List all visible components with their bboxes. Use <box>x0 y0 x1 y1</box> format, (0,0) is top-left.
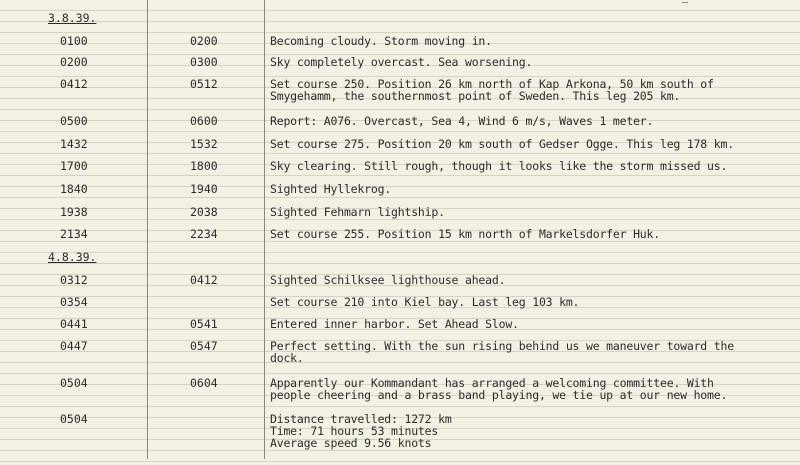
time-col-2: 2234 <box>190 227 218 241</box>
time-col-2: 1532 <box>190 137 218 151</box>
time-col-2: 0200 <box>190 34 218 48</box>
time-col-2: 0547 <box>190 339 218 353</box>
time-col-2: 1940 <box>190 182 218 196</box>
time-col-2: 1800 <box>190 159 218 173</box>
time-col-1: 0100 <box>60 34 88 48</box>
time-col-1: 0441 <box>60 317 88 331</box>
entry-text: Set course 255. Position 15 km north of Markelsdorfer Huk. <box>270 227 660 241</box>
entry-text: Entered inner harbor. Set Ahead Slow. <box>270 317 519 331</box>
time-col-1: 0504 <box>60 412 88 426</box>
time-col-1: 0354 <box>60 295 88 309</box>
time-col-1: 1840 <box>60 182 88 196</box>
time-col-2: 0541 <box>190 317 218 331</box>
time-col-1: 0447 <box>60 339 88 353</box>
entry-text: Perfect setting. With the sun rising behind us we maneuver toward the dock. <box>270 339 734 365</box>
entry-text: Set course 250. Position 26 km north of Kap Arkona, 50 km south of Smygehamm, the southernmost point of Sweden. This leg 205 km. <box>270 77 714 103</box>
page-corner-mark <box>682 0 688 3</box>
entry-text: Distance travelled: 1272 km Time: 71 hours 53 minutes Average speed 9.56 knots <box>270 412 452 450</box>
entry-text: Sky completely overcast. Sea worsening. <box>270 55 533 69</box>
time-col-1: 0500 <box>60 114 88 128</box>
time-col-1: 0412 <box>60 77 88 91</box>
time-col-2: 2038 <box>190 205 218 219</box>
entry-text: Apparently our Kommandant has arranged a welcoming committee. With people cheering and a brass band playing, we tie up at our new home. <box>270 376 728 402</box>
time-col-1: 2134 <box>60 227 88 241</box>
entry-text: Sighted Fehmarn lightship. <box>270 205 445 219</box>
time-col-1: 1938 <box>60 205 88 219</box>
entry-text: Report: A076. Overcast, Sea 4, Wind 6 m/s, Waves 1 meter. <box>270 114 654 128</box>
column-divider-2 <box>264 0 265 459</box>
time-col-2: 0300 <box>190 55 218 69</box>
date-label: 4.8.39. <box>48 250 97 264</box>
time-col-2: 0600 <box>190 114 218 128</box>
time-col-2: 0412 <box>190 273 218 287</box>
entry-text: Sighted Hyllekrog. <box>270 182 392 196</box>
time-col-1: 0504 <box>60 376 88 390</box>
date-label: 3.8.39. <box>48 11 97 25</box>
entry-text: Sighted Schilksee lighthouse ahead. <box>270 273 506 287</box>
column-divider-1 <box>147 0 148 459</box>
time-col-1: 1432 <box>60 137 88 151</box>
time-col-1: 0312 <box>60 273 88 287</box>
entry-text: Set course 210 into Kiel bay. Last leg 103 km. <box>270 295 580 309</box>
time-col-2: 0512 <box>190 77 218 91</box>
time-col-2: 0604 <box>190 376 218 390</box>
entry-text: Becoming cloudy. Storm moving in. <box>270 34 492 48</box>
entry-text: Sky clearing. Still rough, though it looks like the storm missed us. <box>270 159 728 173</box>
time-col-1: 0200 <box>60 55 88 69</box>
time-col-1: 1700 <box>60 159 88 173</box>
entry-text: Set course 275. Position 20 km south of Gedser Ogge. This leg 178 km. <box>270 137 734 151</box>
